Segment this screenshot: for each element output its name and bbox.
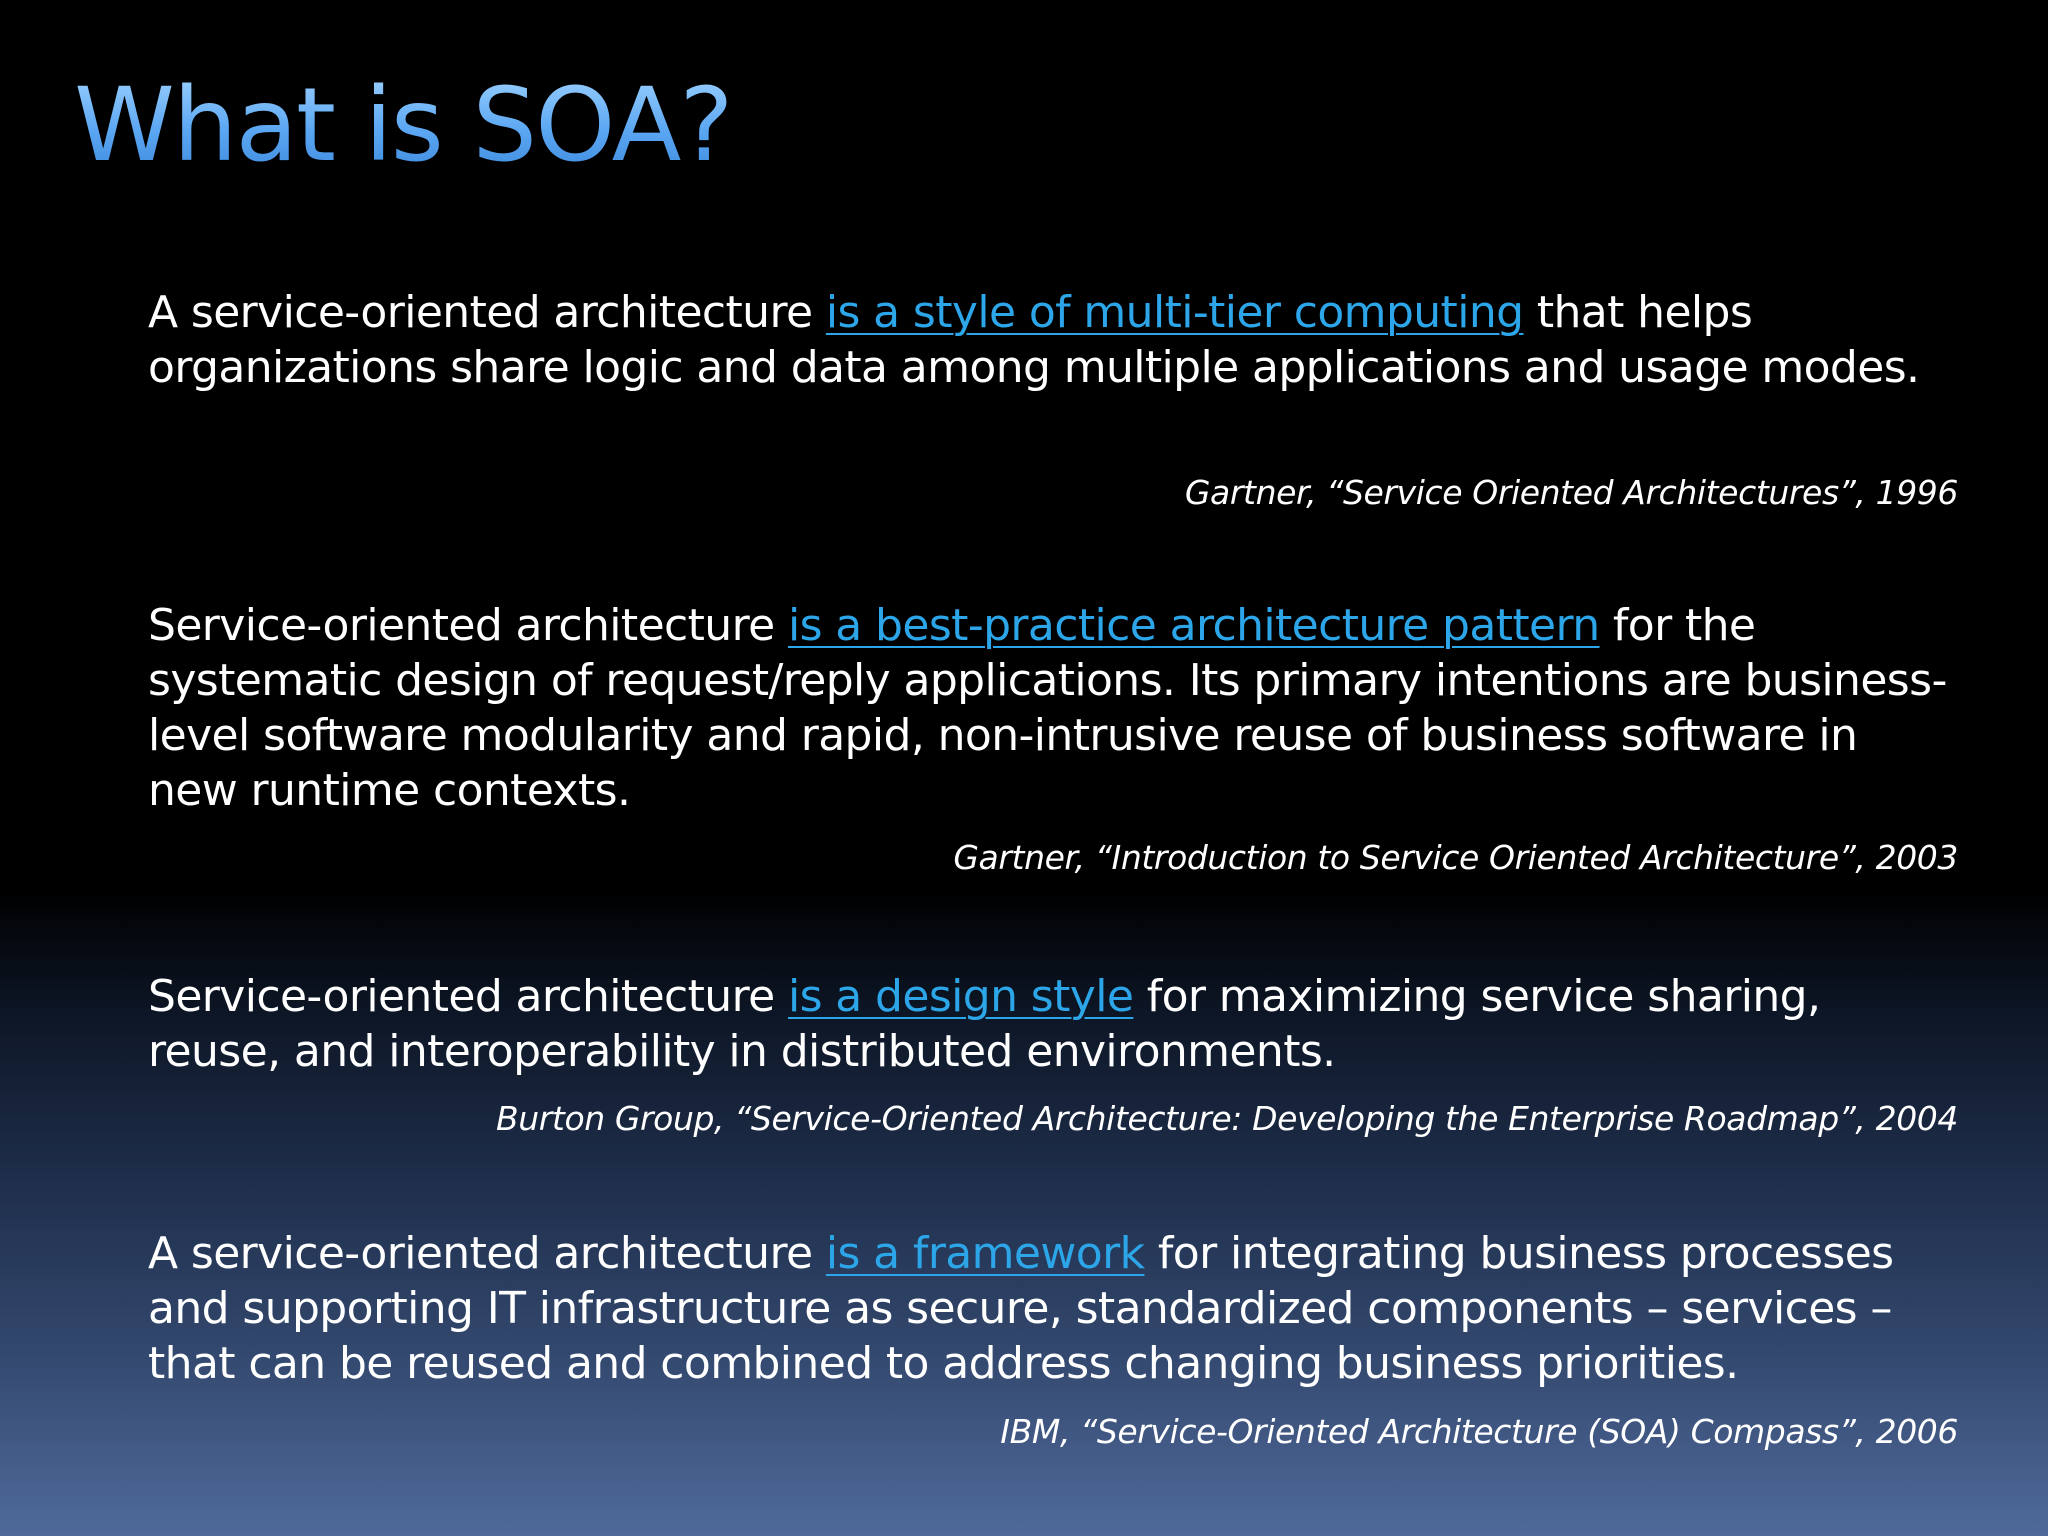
definition-text-end: for integrating business processes and supporting IT infrastructure as secure, standardized components – services – that can be reused and combined to address changing business priorities. xyxy=(148,1228,1894,1389)
definition-link[interactable]: is a best-practice architecture pattern xyxy=(787,600,1600,651)
definition-text-start: Service-oriented architecture xyxy=(148,971,788,1022)
definition-gartner-2003 xyxy=(148,598,1958,877)
definition-text-start: A service-oriented architecture xyxy=(148,1228,826,1279)
definition-link[interactable]: is a framework xyxy=(825,1228,1145,1279)
definition-ibm-2006 xyxy=(148,1226,1958,1451)
definition-text-start: Service-oriented architecture xyxy=(148,600,788,651)
definition-source: Gartner, “Service Oriented Architectures”, 1996 xyxy=(1184,473,1958,512)
definition-gartner-1996 xyxy=(148,285,1958,512)
definition-source: Gartner, “Introduction to Service Oriented Architecture”, 2003 xyxy=(953,838,1958,877)
definition-text xyxy=(148,598,1958,818)
definition-link[interactable]: is a style of multi-tier computing xyxy=(825,287,1524,338)
definition-source: IBM, “Service-Oriented Architecture (SOA) Compass”, 2006 xyxy=(1000,1412,1958,1451)
definition-text-end: for the systematic design of request/reply applications. Its primary intentions are business-level software modularity and rapid, non-intrusive reuse of business software in new runtime contexts. xyxy=(148,600,1947,816)
definition-text-end: for maximizing service sharing, reuse, and interoperability in distributed environments. xyxy=(148,971,1821,1077)
definition-text xyxy=(148,285,1958,395)
definition-source: Burton Group, “Service-Oriented Architecture: Developing the Enterprise Roadmap”, 2004 xyxy=(495,1099,1958,1138)
definition-text-end: that helps organizations share logic and data among multiple applications and usage modes. xyxy=(148,287,1920,393)
definition-link[interactable]: is a design style xyxy=(787,971,1134,1022)
definition-text-start: A service-oriented architecture xyxy=(148,287,826,338)
slide-title: What is SOA? xyxy=(74,66,732,185)
definition-text xyxy=(148,969,1958,1079)
definition-text xyxy=(148,1226,1958,1391)
definition-burton-group-2004 xyxy=(148,969,1958,1138)
